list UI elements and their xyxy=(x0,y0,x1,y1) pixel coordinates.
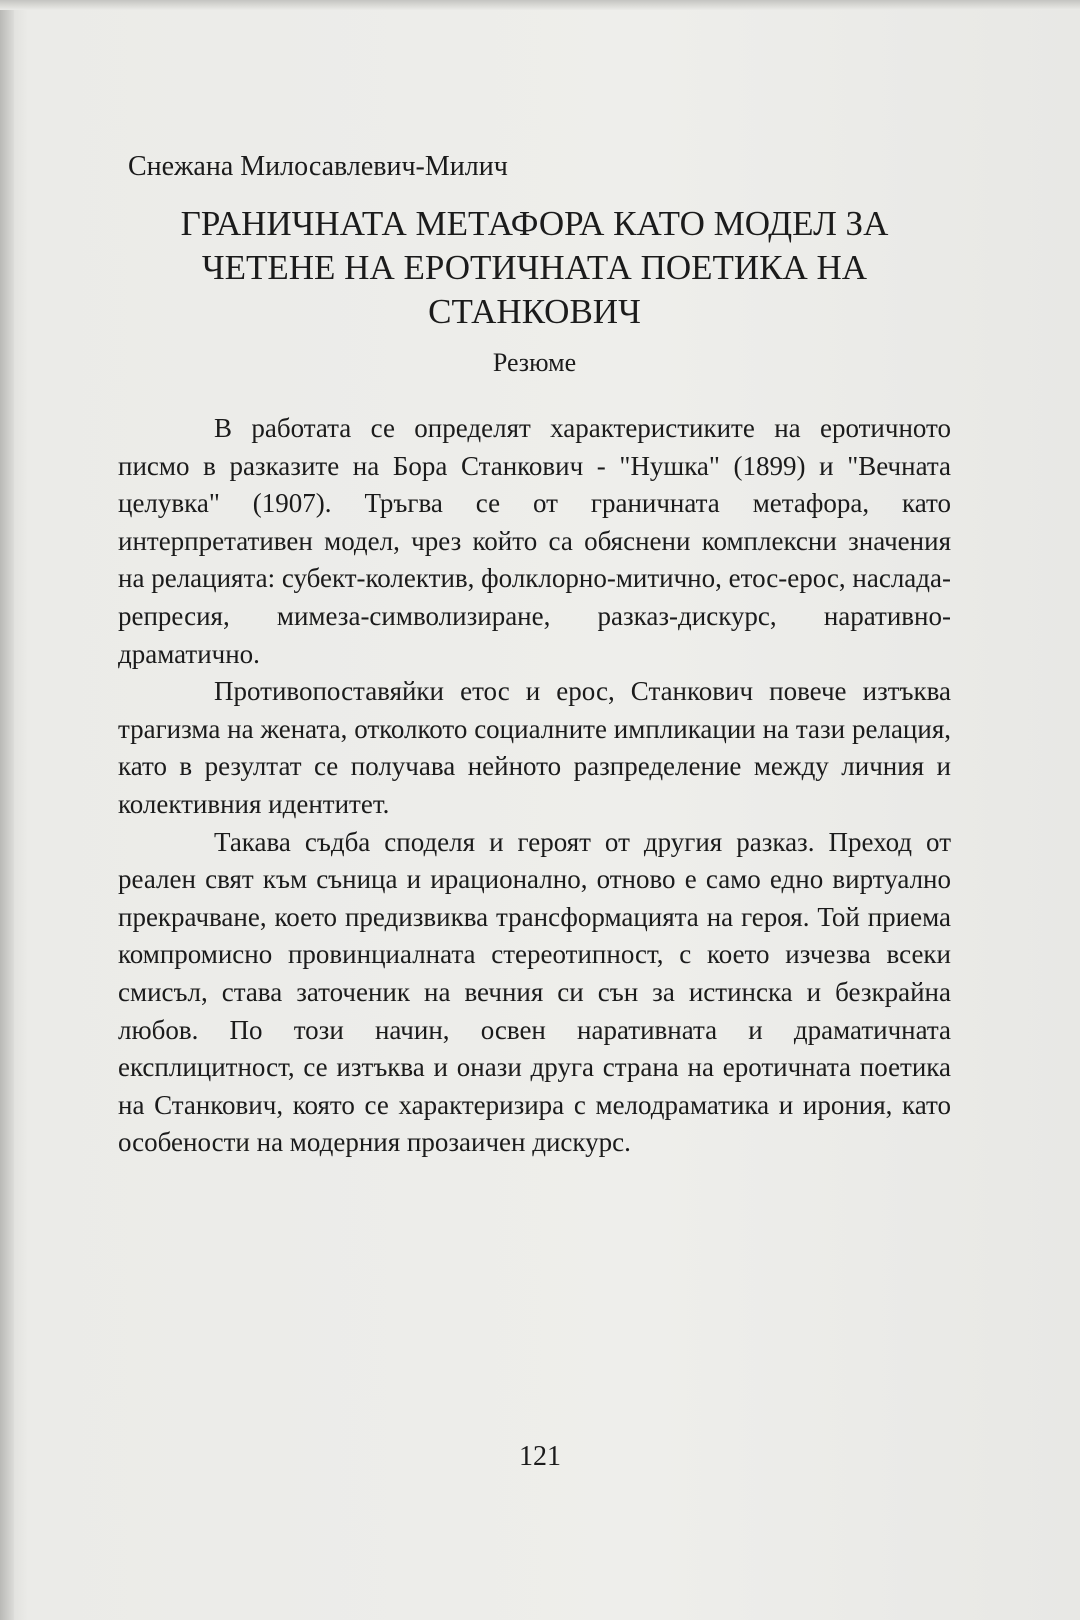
abstract-paragraph-3: Такава съдба споделя и героят от другия разказ. Преход от реален свят към съница и ирационално, отново е само едно виртуално прекрачване, което предизвиква трансформацията на героя. Той приема компромисно провинциалната стереотипност, с което изчезва всеки смисъл, става заточеник на вечния си сън за истинска и безкрайна любов. По този начин, освен наративната и драматичната експлицитност, се изтъква и онази друга страна на еротичната поетика на Станкович, която се характеризира с мелодраматика и ирония, като особености на модерния прозаичен дискурс. xyxy=(118,826,951,1158)
page-number: 121 xyxy=(519,1441,561,1472)
abstract-paragraph-1: В работата се определят характеристиките на еротичното писмо в разказите на Бора Станкович - "Нушка" (1899) и "Вечната целувка" (1907). Тръгва се от граничната метафора, като интерпретативен модел, чрез който са обяснени комплексни значения на релацията: субект-колектив, фолклорно-митично, етос-ерос, наслада-репресия, мимеза-символизиране, разказ-дискурс, наративно-драматично. xyxy=(118,413,951,669)
article-title: ГРАНИЧНАТА МЕТАФОРА КАТО МОДЕЛ ЗА ЧЕТЕНЕ НА ЕРОТИЧНАТА ПОЕТИКА НА СТАНКОВИЧ xyxy=(180,204,889,331)
author-name: Снежана Милосавлевич-Милич xyxy=(128,151,508,182)
abstract-heading: Резюме xyxy=(492,348,577,377)
abstract-paragraph-2: Противопоставяйки етос и ерос, Станкович повече изтъква трагизма на жената, отколкото социалните импликации на тази релация, като в резултат се получава нейното разпределение между личния и колективния идентитет. xyxy=(118,676,951,819)
article-content xyxy=(118,150,951,1162)
page-spine-shadow xyxy=(0,0,14,1620)
page-top-edge xyxy=(0,0,1080,10)
